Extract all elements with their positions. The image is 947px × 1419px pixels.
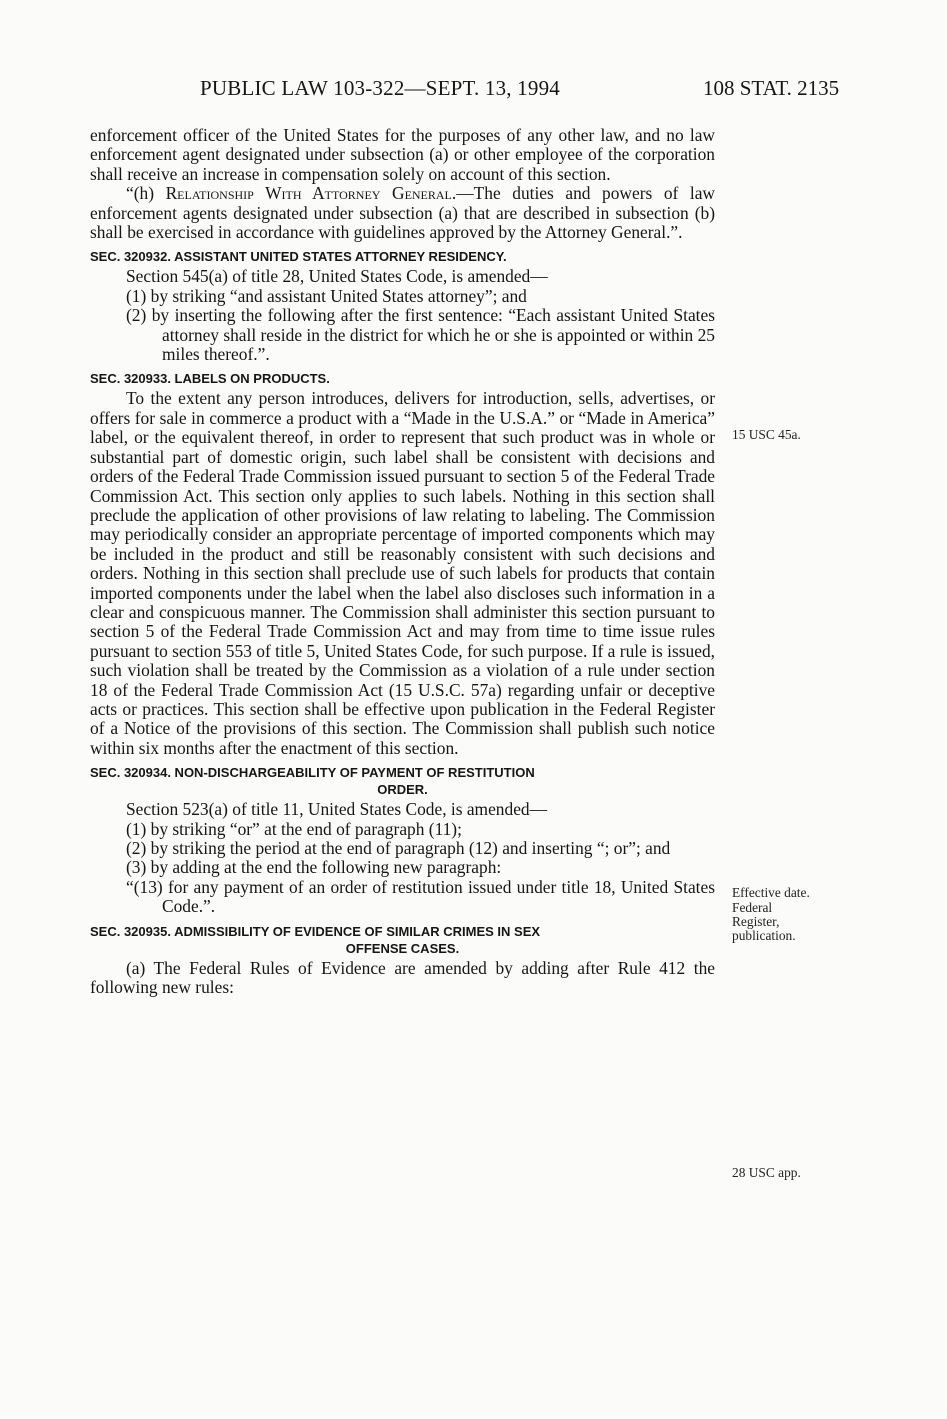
section-320934-intro: Section 523(a) of title 11, United States Code, is amended— [126, 799, 547, 820]
section-heading-320935 [90, 923, 715, 957]
subsection-text: .—The duties and powers of law enforcement agents designated under subsection (a) that are described in subsection (b) shall be exercised in accordance with guidelines approved by the Attorney General.”. [90, 183, 715, 243]
paragraph-continuation: enforcement officer of the United States for the purposes of any other law, and no law enforcement agent designated under subsection (a) or other employee of the corporation shall receive an increase in compensation solely on account of this section. [90, 125, 715, 184]
margin-note-15-usc-45a: 15 USC 45a. [732, 427, 801, 442]
subsection-heading: Relationship With Attorney General [165, 183, 452, 204]
section-heading-320934 [90, 764, 715, 798]
section-320933-text: To the extent any person introduces, delivers for introduction, sells, advertises, or offers for sale in commerce a product with a “Made in the U.S.A.” or “Made in America” label, or the equivalent thereof, in order to represent that such product was in whole or substantial part of domestic origin, such label shall be consistent with decisions and orders of the Federal Trade Commission issued pursuant to section 5 of the Federal Trade Commission Act. This section only applies to such labels. Nothing in this section shall preclude the application of other provisions of law relating to labeling. The Commission may periodically consider an appropriate percentage of imported components which may be included in the product and still be reasonably consistent with such decisions and orders. Nothing in this section shall preclude use of such labels for products that contain imported components under the label when the label also discloses such information in a clear and conspicuous manner. The Commission shall administer this section pursuant to section 5 of the Federal Trade Commission Act and may from time to time issue rules pursuant to section 553 of title 5, United States Code, for such purpose. If a rule is issued, such violation shall be treated by the Commission as a violation of a rule under section 18 of the Federal Trade Commission Act (15 U.S.C. 57a) regarding unfair or deceptive acts or practices. This section shall be effective upon publication in the Federal Register of a Notice of the provisions of this section. The Commission shall publish such notice within six months after the enactment of this section. [90, 388, 715, 758]
section-heading-320934-line2: ORDER. [377, 782, 428, 798]
section-320934-item-3: (3) by adding at the end the following new paragraph: [126, 857, 502, 878]
section-heading-320935-line2: OFFENSE CASES. [345, 940, 460, 956]
section-320932-item-1: (1) by striking “and assistant United States attorney”; and [126, 285, 527, 306]
margin-note-28-usc-app: 28 USC app. [732, 1165, 801, 1180]
section-heading-320934-line1: SEC. 320934. NON-DISCHARGEABILITY OF PAYMENT OF RESTITUTION [90, 765, 535, 781]
margin-note-effective-date: Effective date. [732, 885, 810, 900]
section-320932-item-2: (2) by inserting the following after the first sentence: “Each assistant United States attorney shall reside in the district for which he or she is appointed or within 25 miles thereof.”. [126, 305, 715, 365]
paragraph-relationship-attorney-general [90, 184, 715, 242]
section-320934-item-3-quote: “(13) for any payment of an order of restitution issued under title 18, United States Code.”. [126, 876, 715, 917]
section-320934-item-2: (2) by striking the period at the end of paragraph (12) and inserting “; or”; and [126, 838, 671, 858]
body-column [90, 126, 715, 997]
subsection-marker: “(h) [126, 183, 166, 204]
section-320934-item-1: (1) by striking “or” at the end of paragraph (11); [126, 818, 462, 839]
section-heading-320935-line1: SEC. 320935. ADMISSIBILITY OF EVIDENCE OF SIMILAR CRIMES IN SEX [90, 923, 541, 939]
section-320932-intro: Section 545(a) of title 28, United States Code, is amended— [126, 266, 548, 287]
section-320935-text: (a) The Federal Rules of Evidence are amended by adding after Rule 412 the following new rules: [90, 957, 715, 998]
header-stat-page: 108 STAT. 2135 [703, 76, 840, 100]
margin-note-federal-register: Federal Register, publication. [732, 900, 796, 943]
header-title: PUBLIC LAW 103-322—SEPT. 13, 1994 [200, 76, 560, 100]
page-header [0, 76, 947, 110]
section-heading-320932: SEC. 320932. ASSISTANT UNITED STATES ATTORNEY RESIDENCY. [90, 249, 507, 265]
section-heading-320933: SEC. 320933. LABELS ON PRODUCTS. [90, 371, 330, 387]
